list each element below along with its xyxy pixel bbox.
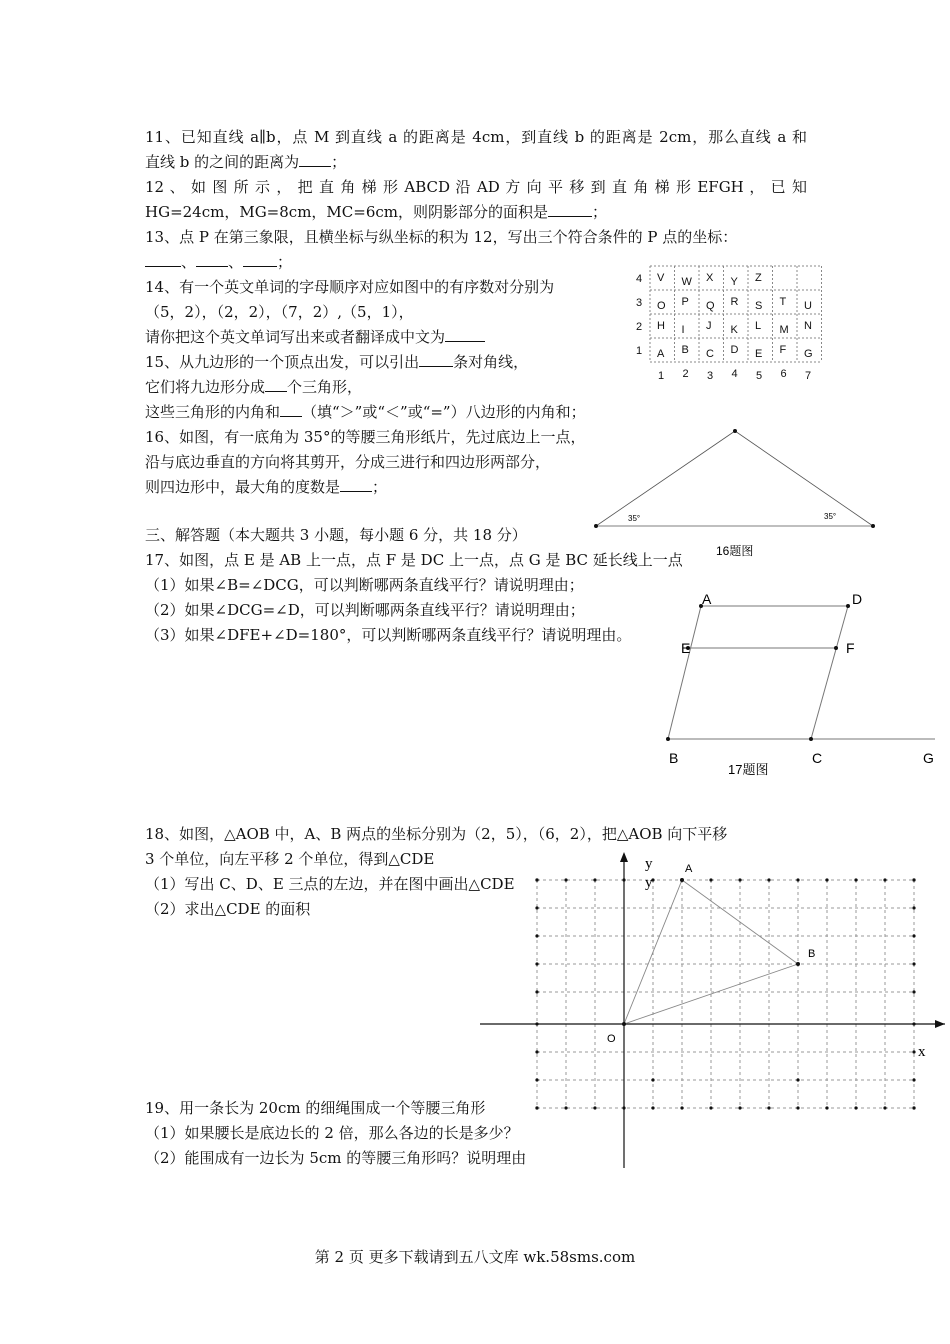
row-number: 2 [636,321,643,333]
q11-text: 直线 b 的之间的距离为 [145,153,300,171]
q19-part1: （1）如果腰长是底边长的 2 倍，那么各边的长是多少？ [145,1124,519,1142]
grid-dot [535,934,538,937]
row-number: 1 [636,345,643,357]
q12-blank [548,202,592,217]
q13-blank-1 [145,252,181,267]
grid-dot [709,1106,712,1109]
grid-letter: K [730,324,738,336]
origin-label: O [607,1033,616,1045]
q12-line1: 12 、 如 图 所 示 ， 把 直 角 梯 形 ABCD 沿 AD 方 向 平 移 到 直 角 梯 形 EFGH ， 已 知 [145,178,807,196]
grid-letter: J [706,320,712,332]
base-left-point [594,524,598,528]
q18-part1: （1）写出 C、D、E 三点的左边，并在图中画出△CDE [145,875,515,893]
q17-parallelogram-figure [660,588,945,783]
grid-dots [535,878,915,1109]
grid-dot [738,1106,741,1109]
label-b: B [808,948,816,960]
grid-letter: E [755,348,763,360]
grid-dot [825,1106,828,1109]
q12-line2 [145,202,607,222]
grid-letter: Y [730,276,738,288]
q13-blanks [145,252,292,272]
q13-sep-1: 、 [181,253,197,271]
col-number: 2 [682,368,689,380]
base-right-point [871,524,875,528]
q15-line3b: （填“＞”或“＜”或“=”）八边形的内角和； [302,403,586,421]
grid-dot [535,1050,538,1053]
grid-dot [651,1106,654,1109]
grid-letter: I [681,324,685,336]
q18-part2: （2）求出△CDE 的面积 [145,900,311,918]
point-b [666,737,670,741]
q13-blank-3 [243,252,277,267]
page-footer: 第 2 页 更多下载请到五八文库 wk.58sms.com [314,1248,636,1266]
grid-letter: Q [706,300,715,312]
q19-line1: 19、用一条长为 20cm 的细绳围成一个等腰三角形 [145,1099,486,1117]
grid-dot [883,878,886,881]
grid-letter: F [779,344,787,356]
grid-dot [796,1078,799,1081]
grid-dot [883,1106,886,1109]
q15-line1a: 15、从九边形的一个顶点出发，可以引出 [145,353,420,371]
grid-letter: W [681,276,692,288]
q17-part3: （3）如果∠DFE+∠D=180°，可以判断哪两条直线平行？请说明理由。 [145,626,632,644]
grid-dot [680,1106,683,1109]
grid-dot [535,1078,538,1081]
grid-dot [738,878,741,881]
q15-line3a: 这些三角形的内角和 [145,403,281,421]
q15-blank-3 [280,402,302,417]
grid-dot [535,962,538,965]
col-number: 4 [731,368,738,380]
grid-dot [767,878,770,881]
q13-end: ； [277,253,293,271]
y-axis-label-1: y [645,856,653,872]
grid-letter: V [657,272,665,284]
q11-blank [299,152,331,167]
grid-dot [709,878,712,881]
q17-part2: （2）如果∠DCG=∠D，可以判断哪两条直线平行？请说明理由； [145,601,585,619]
q14-text: 请你把这个英文单词写出来或者翻译成中文为 [145,328,446,346]
row-number: 4 [636,273,643,285]
q14-blank [445,327,485,342]
grid-dot [535,906,538,909]
grid-dot [796,878,799,881]
grid-dot [912,1078,915,1081]
q17-line1: 17、如图，点 E 是 AB 上一点，点 F 是 DC 上一点，点 G 是 BC 延长线上一点 [145,551,683,569]
q15-line1b: 条对角线， [453,353,529,371]
point-d [846,604,850,608]
grid-letter: P [681,296,689,308]
q11-line2 [145,152,346,172]
q14-line2: （5，2），（2，2），（7，2）,（5，1）， [145,303,414,321]
grid-letter: L [755,320,762,332]
fig17-caption: 17题图 [728,762,769,777]
grid-dot [767,1106,770,1109]
apex-point [733,429,737,433]
label-c: C [812,750,823,766]
grid-letter: U [804,300,812,312]
label-a: A [685,863,693,875]
grid-letter: B [681,344,689,356]
grid-dot [912,990,915,993]
y-axis-arrow [620,852,628,862]
q16-end: ； [372,478,388,496]
grid-letter: A [657,348,665,360]
q16-line2: 沿与底边垂直的方向将其剪开，分成三进行和四边形两部分， [145,453,551,471]
col-number: 5 [756,370,763,382]
grid-dot [535,1106,538,1109]
grid-letter: X [706,272,714,284]
angle-left-label: 35° [628,514,641,523]
q13-sep-2: 、 [228,253,244,271]
label-g: G [923,750,934,766]
q14-letter-grid-figure [630,262,830,382]
col-number: 6 [780,368,787,380]
q15-line2 [145,377,362,397]
q15-line3 [145,402,586,422]
q13-line1: 13、点 P 在第三象限，且横坐标与纵坐标的积为 12，写出三个符合条件的 P 点的坐标： [145,228,738,246]
row-number: 3 [636,297,643,309]
point-c [809,737,813,741]
grid-dot [535,990,538,993]
angle-right-label: 35° [824,512,837,521]
x-axis-arrow [935,1020,945,1028]
q11-end: ； [331,153,347,171]
grid-dot [912,906,915,909]
q11-line1: 11、已知直线 a∥b，点 M 到直线 a 的距离是 4cm，到直线 b 的距离是 2cm，那么直线 a 和 [145,128,807,146]
q16-triangle-figure [590,425,880,560]
grid-dot [796,1106,799,1109]
point-a [680,878,684,882]
col-number: 3 [707,370,714,382]
grid-letter: N [804,320,812,332]
grid-dot [854,878,857,881]
grid-dot [854,1106,857,1109]
label-d: D [852,591,863,607]
q14-line1: 14、有一个英文单词的字母顺序对应如图中的有序数对分别为 [145,278,555,296]
q12-end: ； [592,203,608,221]
label-b: B [669,750,679,766]
q15-blank-2 [265,377,287,392]
q15-blank-1 [419,352,453,367]
q18-line1: 18、如图，△AOB 中，A、B 两点的坐标分别为（2，5），（6，2），把△AOB 向下平移 [145,825,728,843]
grid-dot [593,1106,596,1109]
grid-dot [912,962,915,965]
q14-line3 [145,327,485,347]
grid-letter: S [755,300,763,312]
label-a: A [702,591,712,607]
grid-letter: M [779,324,789,336]
q15-line2a: 它们将九边形分成 [145,378,266,396]
grid-dot [651,1078,654,1081]
grid-letter: D [730,344,739,356]
point-b [796,962,800,966]
q16-line1: 16、如图，有一底角为 35°的等腰三角形纸片，先过底边上一点， [145,428,586,446]
grid-letter: Z [755,272,762,284]
q15-line2b: 个三角形， [287,378,363,396]
label-e: E [681,640,691,656]
grid-dot [912,1050,915,1053]
q19-part2: （2）能围成有一边长为 5cm 的等腰三角形吗？说明理由 [145,1149,527,1167]
q12-text: HG=24cm，MG=8cm，MC=6cm，则阴影部分的面积是 [145,203,548,221]
segment-dc [811,606,848,739]
grid-dot [912,878,915,881]
q16-line3 [145,477,387,497]
y-axis-label-2: y [645,875,653,891]
grid-dot [535,878,538,881]
grid-dot [825,878,828,881]
section-3-heading: 三、解答题（本大题共 3 小题，每小题 6 分，共 18 分） [145,526,527,544]
q18-line2: 3 个单位，向左平移 2 个单位，得到△CDE [145,850,435,868]
q15-line1 [145,352,528,372]
grid-letter: H [657,320,665,332]
grid-letter: G [804,348,813,360]
x-axis-label: x [918,1044,926,1060]
col-number: 1 [658,370,665,382]
grid-letter: R [730,296,739,308]
q16-blank [340,477,372,492]
col-number: 7 [805,370,812,382]
grid-dot [912,1106,915,1109]
grid-dot [912,934,915,937]
q17-part1: （1）如果∠B=∠DCG，可以判断哪两条直线平行？请说明理由； [145,576,584,594]
q16-text: 则四边形中，最大角的度数是 [145,478,341,496]
grid-letter: C [706,348,714,360]
point-f [834,646,838,650]
q18-coordinate-grid-figure [475,848,950,1173]
grid-letter: T [779,296,787,308]
origin-point [622,1022,626,1026]
fig16-caption: 16题图 [716,544,754,558]
letter-grid-labels [636,272,813,382]
grid-letter: O [657,300,666,312]
grid-dot [593,878,596,881]
q13-blank-2 [196,252,228,267]
segment-ab [668,606,701,739]
grid-dot [564,1106,567,1109]
label-f: F [846,640,855,656]
coordinate-grid-lines [537,880,914,1108]
grid-dot [564,878,567,881]
